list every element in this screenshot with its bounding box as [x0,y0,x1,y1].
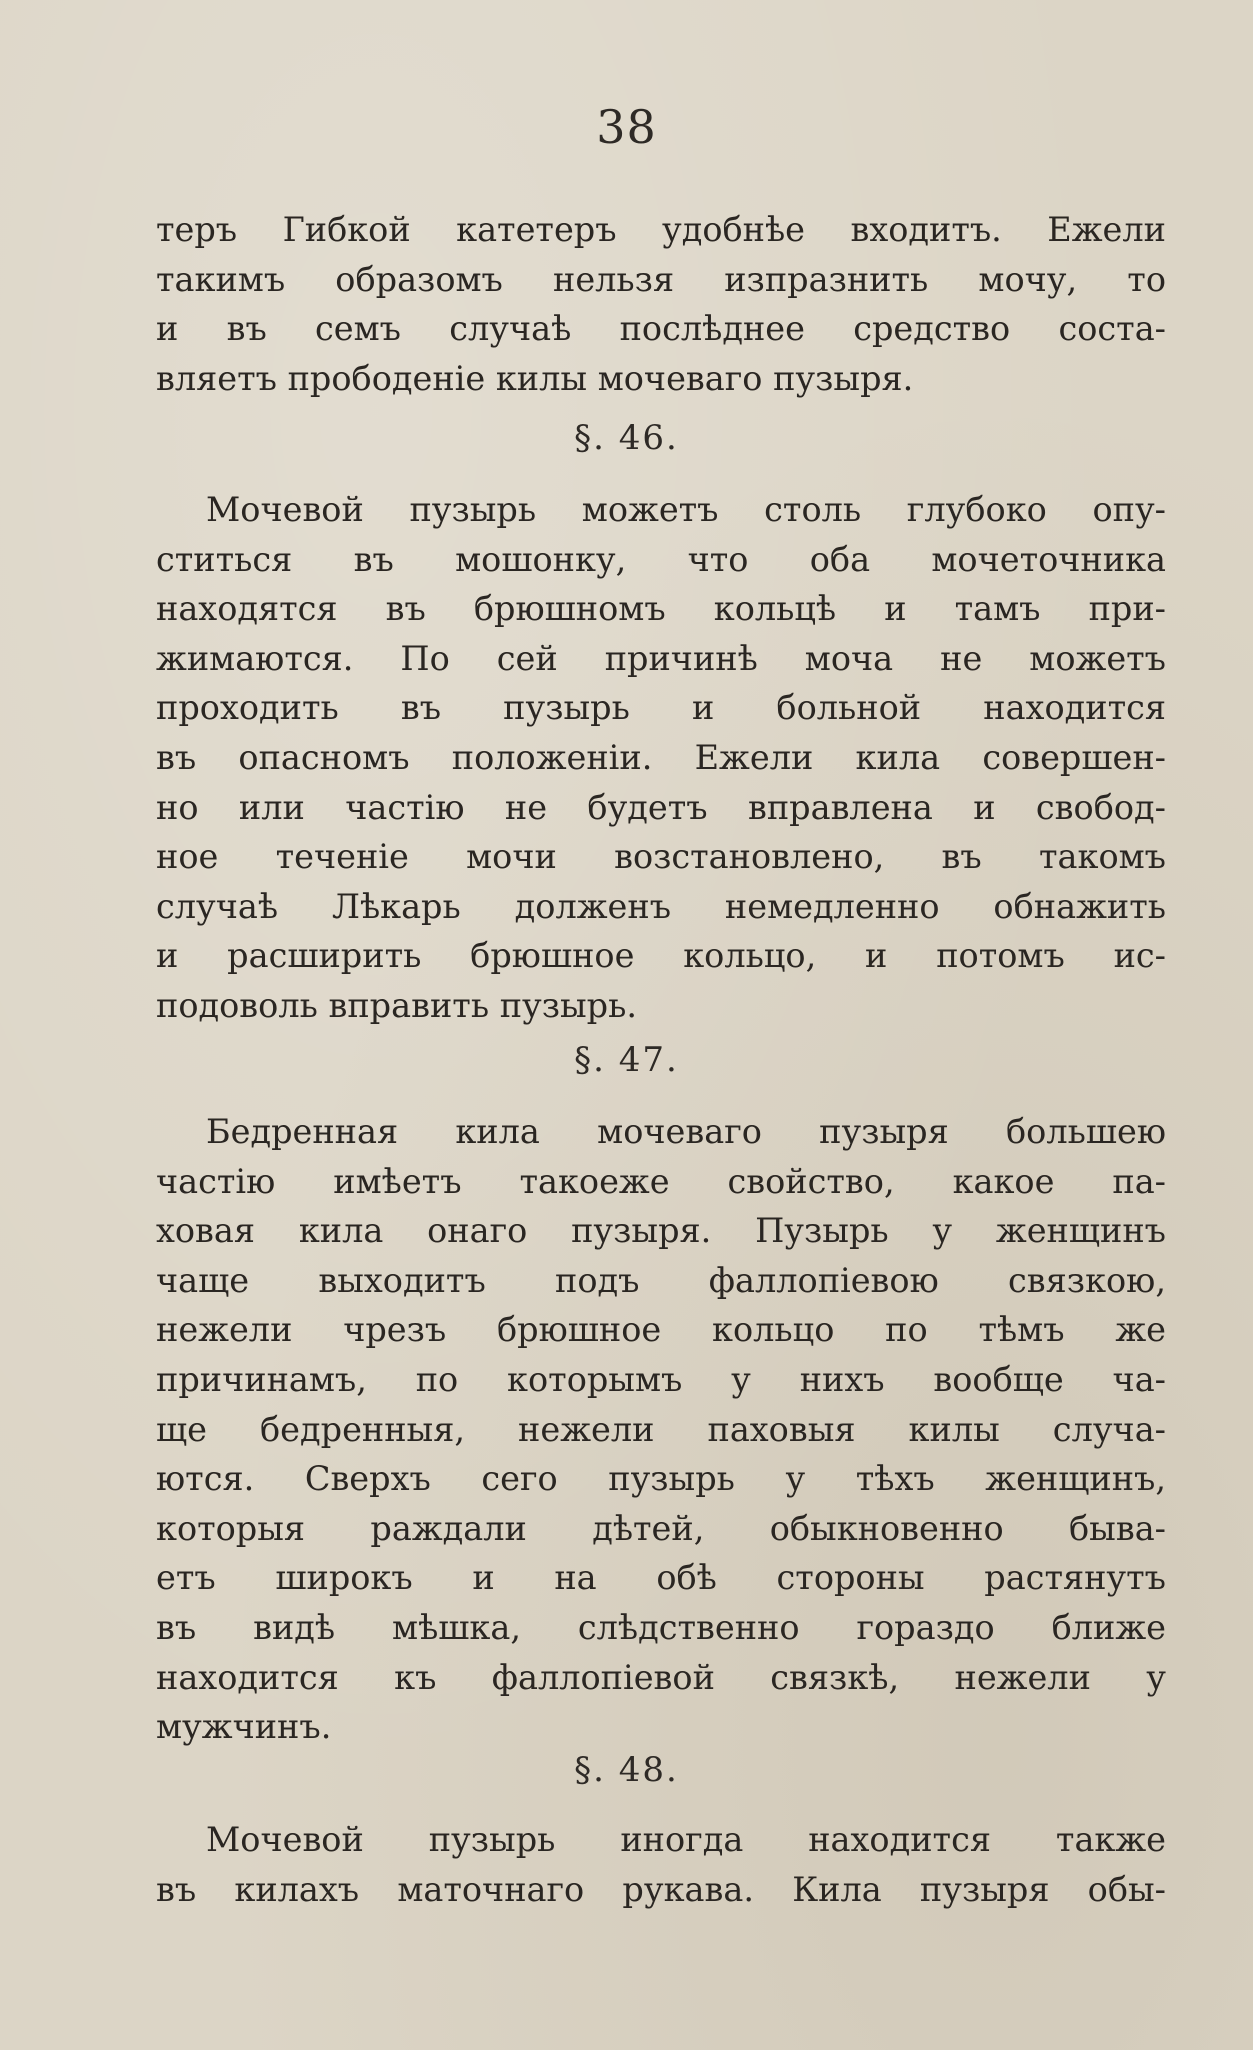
text-line: нежели чрезъ брюшное кольцо по тѣмъ же [156,1310,1166,1350]
text-line: частiю имѣетъ такоеже свойство, какое па- [156,1161,1166,1201]
text-line: и расширить брюшное кольцо, и потомъ ис- [156,936,1166,976]
section-heading-48: §. 48. [574,1750,679,1790]
text-line: подоволь вправить пузырь. [156,985,638,1025]
text-line: теръ Гибкой катетеръ удобнѣе входитъ. Ежели [156,210,1166,249]
section-heading-47: §. 47. [574,1040,679,1080]
text-line: въ видѣ мѣшка, слѣдственно гораздо ближе [156,1607,1166,1647]
text-line: находится къ фаллопiевой связкѣ, нежели у [156,1657,1166,1697]
continuation-paragraph [156,205,1166,403]
text-line: ются. Сверхъ сего пузырь у тѣхъ женщинъ, [156,1459,1166,1499]
text-line: чаще выходитъ подъ фаллопiевою связкою, [156,1260,1166,1300]
text-line: находятся въ брюшномъ кольцѣ и тамъ при- [156,589,1166,629]
text-line: и въ семъ случаѣ послѣднее средство соста- [156,309,1166,349]
text-line: Бедренная кила мочеваго пузыря большею [206,1112,1166,1151]
text-line: вляетъ прободенiе килы мочеваго пузыря. [156,358,914,398]
text-line: мужчинъ. [156,1707,332,1747]
page-number: 38 [596,100,657,154]
text-line: которыя раждали дѣтей, обыкновенно быва- [156,1508,1166,1548]
text-line: такимъ образомъ нельзя изпразнить мочу, то [156,259,1166,299]
text-line: Мочевой пузырь иногда находится также [206,1820,1166,1859]
section-heading-46: §. 46. [574,418,679,458]
text-line: причинамъ, по которымъ у нихъ вообще ча- [156,1359,1166,1399]
text-line: проходить въ пузырь и больной находится [156,688,1166,728]
text-line: случаѣ Лѣкарь долженъ немедленно обнажить [156,886,1166,926]
section-47-paragraph [156,1107,1166,1752]
text-line: ститься въ мошонку, что оба мочеточника [156,539,1166,579]
text-line: ще бедренныя, нежели паховыя килы случа- [156,1409,1166,1449]
text-line: Мочевой пузырь можетъ столь глубоко опу- [206,490,1166,529]
text-line: жимаются. По сей причинѣ моча не можетъ [156,638,1166,678]
section-48-paragraph [156,1815,1166,1914]
text-line: въ опасномъ положенiи. Ежели кила совершен- [156,737,1166,777]
text-line: етъ широкъ и на обѣ стороны растянутъ [156,1558,1166,1598]
text-line: въ килахъ маточнаго рукава. Кила пузыря обы- [156,1869,1166,1909]
text-line: ховая кила онаго пузыря. Пузырь у женщинъ [156,1211,1166,1251]
text-line: но или частiю не будетъ вправлена и свобод- [156,787,1166,827]
section-46-paragraph [156,485,1166,1031]
text-line: ное теченiе мочи возстановлено, въ такомъ [156,837,1166,877]
